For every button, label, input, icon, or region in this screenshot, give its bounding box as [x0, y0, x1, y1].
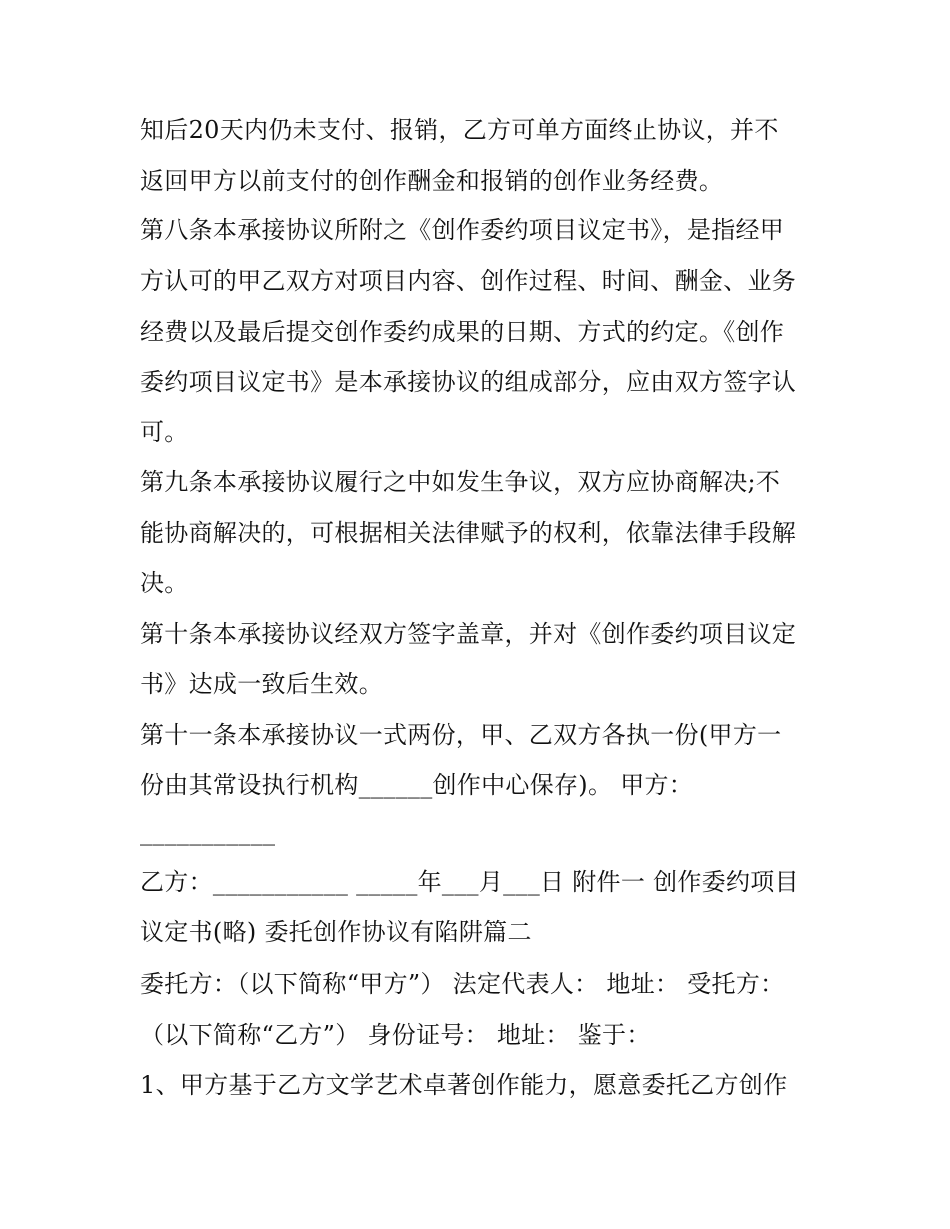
text-line: 委托方：（以下简称“甲方”） 法定代表人： 地址： 受托方：: [140, 970, 785, 998]
text-line: 经费以及最后提交创作委约成果的日期、方式的约定。《创作: [140, 318, 785, 346]
text-line: 第九条本承接协议履行之中如发生争议，双方应协商解决;不: [140, 468, 781, 496]
text-line: 委约项目议定书》是本承接协议的组成部分，应由双方签字认: [140, 368, 797, 396]
text-line: 第十一条本承接协议一式两份，甲、乙双方各执一份(甲方一: [140, 721, 782, 749]
text-line: 方认可的甲乙双方对项目内容、创作过程、时间、酬金、业务: [140, 267, 797, 295]
text-line: 乙方：___________ _____年___月___日 附件一 创作委约项目: [140, 868, 799, 896]
text-line: 份由其常设执行机构______创作中心保存)。 甲方：: [140, 771, 694, 799]
text-line: 决。: [140, 569, 189, 597]
signature-blank-line: ___________: [140, 818, 276, 846]
text-line: 第十条本承接协议经双方签字盖章，并对《创作委约项目议定: [140, 620, 797, 648]
text-line: 能协商解决的，可根据相关法律赋予的权利，依靠法律手段解: [140, 519, 797, 547]
text-line: 1、甲方基于乙方文学艺术卓著创作能力，愿意委托乙方创作: [140, 1071, 788, 1099]
text-line: 知后20天内仍未支付、报销，乙方可单方面终止协议，并不: [140, 116, 779, 144]
text-line: 书》达成一致后生效。: [140, 670, 383, 698]
text-line: 第八条本承接协议所附之《创作委约项目议定书》，是指经甲: [140, 216, 785, 244]
text-line: 议定书(略) 委托创作协议有陷阱篇二: [140, 918, 532, 946]
text-line: （以下简称“乙方”） 身份证号： 地址： 鉴于：: [140, 1021, 651, 1049]
text-line: 可。: [140, 418, 189, 446]
text-line: 返回甲方以前支付的创作酬金和报销的创作业务经费。: [140, 167, 724, 195]
